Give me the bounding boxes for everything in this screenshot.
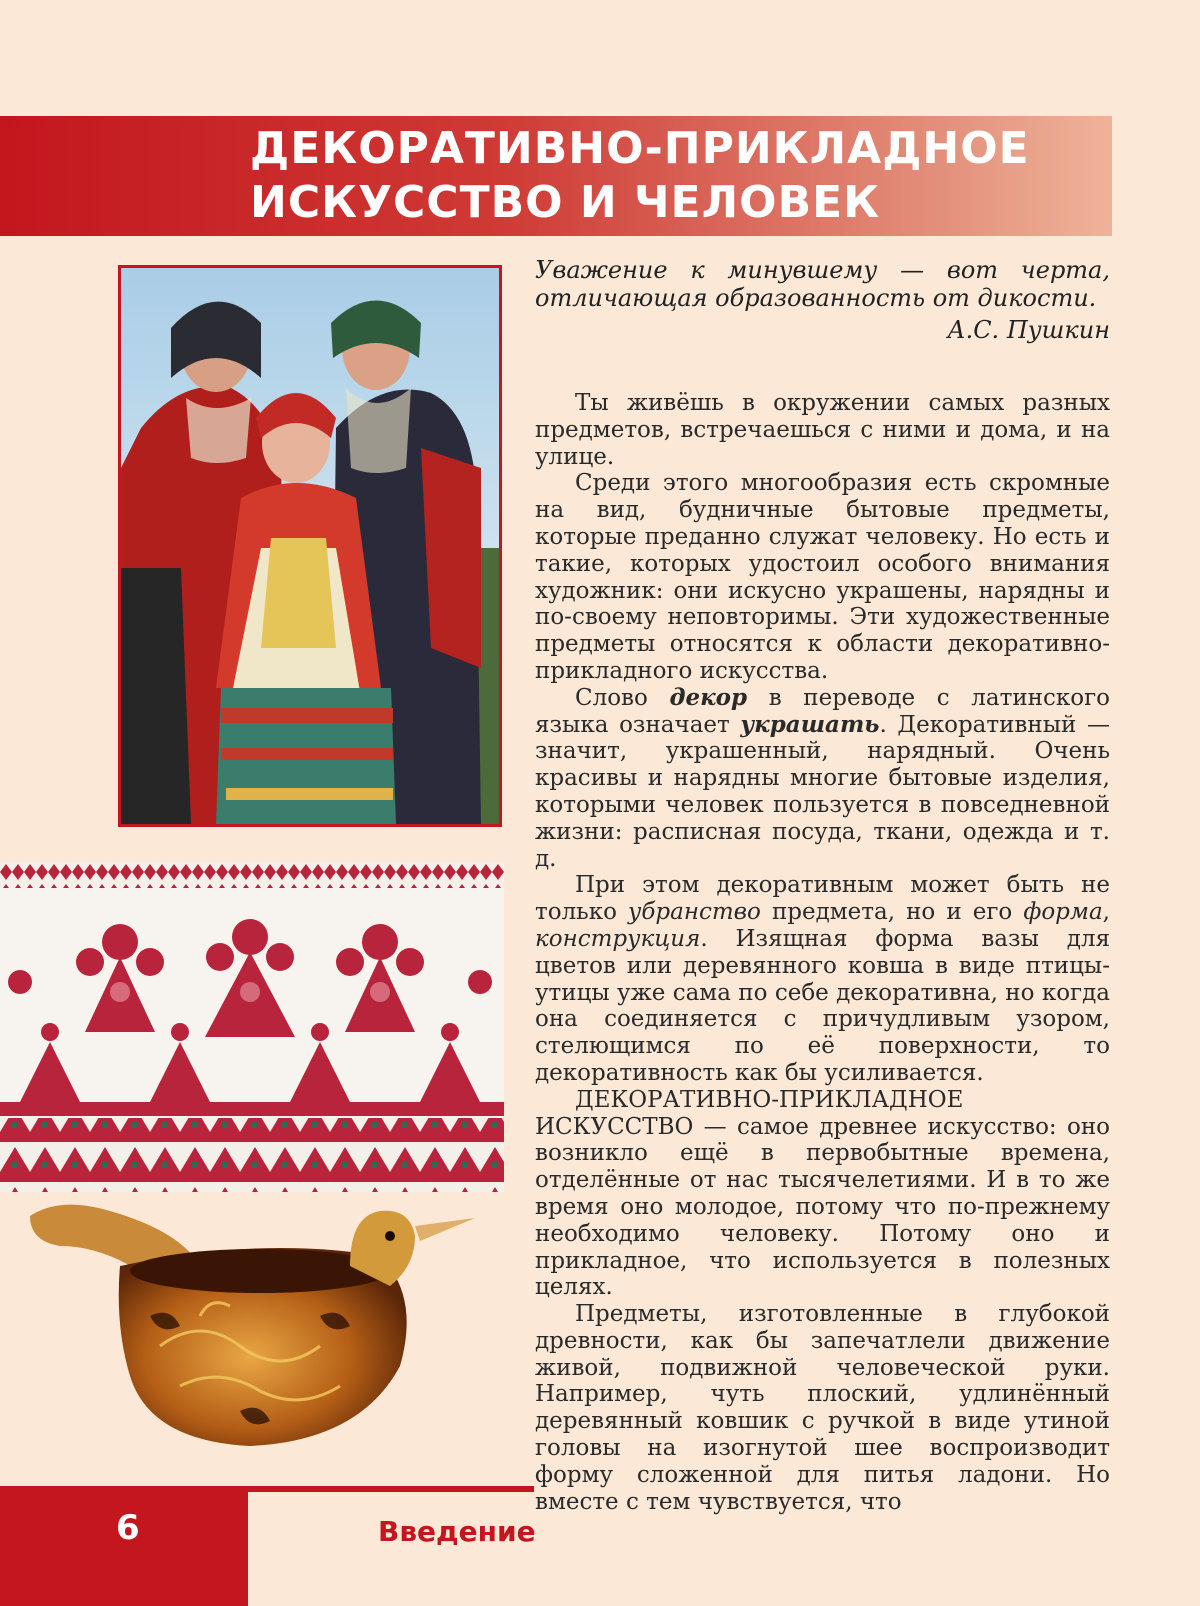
term-decor: декор	[669, 683, 748, 711]
page-number: 6	[116, 1508, 140, 1548]
term-konstruktsiya: конструкция	[535, 925, 701, 952]
duck-ladle-illustration	[20, 1196, 500, 1466]
folk-costume-photo	[118, 265, 502, 827]
paragraph-3	[535, 685, 1110, 873]
paragraph-4-text-c: ,	[1102, 899, 1110, 926]
duck-ladle-image	[20, 1196, 500, 1466]
paragraph-2: Среди этого многообразия есть скромные на вид, будничные бытовые предметы, которые преданно служат человеку. Но есть и такие, которых удостоил особого внимания художник: они искусно украшены, нарядны и по-своему неповторимы. Эти художественные предметы относятся к области декоративно-прикладного искусства.	[535, 470, 1110, 684]
paragraph-5: ДЕКОРАТИВНО-ПРИКЛАДНОЕ ИСКУССТВО — самое древнее искусство: оно возникло ещё в первобытные времена, отделённые от нас тысячелетиями. И в то же время оно молодое, потому что по-прежнему необходимо человеку. Потому оно и прикладное, что используется в полезных целях.	[535, 1086, 1110, 1301]
paragraph-3-text-c: . Декоративный — значит, украшенный, нарядный. Очень красивы и нарядны многие бытовые изделия, которыми человек пользуется в повседневной жизни: расписная посуда, ткани, одежда и т. д.	[535, 711, 1110, 872]
term-ubranstvo: убранство	[628, 899, 761, 926]
paragraph-4-text-a: При этом декоративным может быть не только	[535, 872, 1110, 926]
footer-rule	[248, 1486, 534, 1492]
folk-costume-illustration	[121, 268, 499, 824]
main-text	[535, 390, 1110, 1515]
paragraph-1: Ты живёшь в окружении самых разных предметов, встречаешься с ними и дома, и на улице.	[535, 390, 1110, 470]
epigraph-author: А.С. Пушкин	[947, 316, 1110, 344]
term-ukrashat: украшать	[740, 710, 880, 738]
page-title	[250, 122, 1110, 230]
paragraph-6: Предметы, изготовленные в глубокой древности, как бы запечатлели движение живой, подвижной человеческой руки. Например, чуть плоский, удлинённый деревянный ковшик с ручкой в виде утиной головы на изогнутой шее воспроизводит форму сложенной для питья ладони. Но вместе с тем чувствуется, что	[535, 1301, 1110, 1515]
section-name: Введение	[378, 1515, 536, 1548]
title-line-2: ИСКУССТВО И ЧЕЛОВЕК	[250, 177, 881, 228]
paragraph-4-text-d: . Изящная форма вазы для цветов или деревянного ковша в виде птицы-утицы уже сама по себе декоративна, но когда она соединяется с причудливым узором, стелющимся по её поверхности, то декоративность как бы усиливается.	[535, 925, 1110, 1086]
paragraph-4	[535, 872, 1110, 1086]
paragraph-4-text-b: предмета, но и его	[760, 899, 1024, 926]
paragraph-3-text-b: в переводе с латинского языка означает	[535, 684, 1110, 738]
paragraph-3-text-a: Слово	[575, 684, 670, 711]
embroidery-towel-pattern	[0, 862, 504, 1192]
epigraph-quote: Уважение к минувшему — вот черта, отличающая образованность от дикости.	[535, 256, 1110, 312]
title-line-1: ДЕКОРАТИВНО-ПРИКЛАДНОЕ	[250, 123, 1030, 174]
term-forma: форма	[1023, 899, 1103, 926]
embroidery-illustration	[0, 862, 504, 1192]
